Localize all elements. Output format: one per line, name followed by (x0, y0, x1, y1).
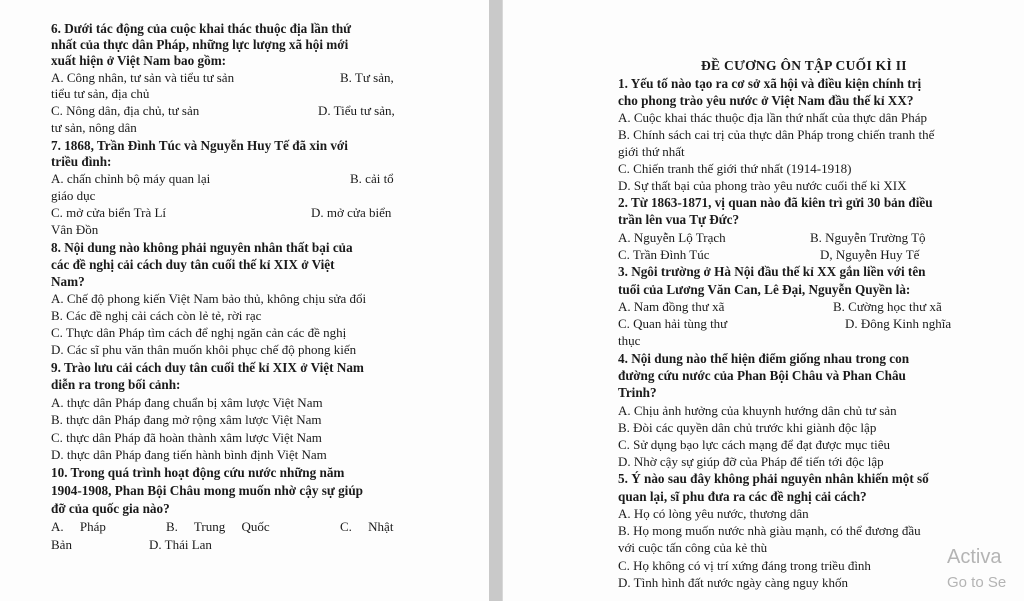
q4-question-line-1: 4. Nội dung nào thể hiện điểm giống nhau trong con (618, 351, 910, 366)
q10-question-line-1: 10. Trong quá trình hoạt động cứu nước những năm (51, 465, 345, 480)
q5-question-line-1: 5. Ý nào sau đây không phải nguyên nhân khiến một số (618, 471, 929, 486)
q10-question-line-3: đỡ của quốc gia nào? (51, 501, 170, 516)
q8-option-c: C. Thực dân Pháp tìm cách để nghị ngăn cản các đề nghị (51, 325, 347, 340)
q2-option-d: D, Nguyễn Huy Tế (820, 247, 920, 262)
q6-option-b-cont: tiểu tư sản, địa chủ (51, 86, 150, 101)
q7-question-line-1: 7. 1868, Trần Đình Túc và Nguyễn Huy Tế đã xin với (51, 138, 348, 153)
q9-question-line-2: diễn ra trong bối cảnh: (51, 377, 181, 392)
q4-option-c: C. Sử dụng bạo lực cách mạng để đạt được mục tiêu (618, 437, 891, 452)
document-page-left (0, 0, 489, 601)
q10-question-line-2: 1904-1908, Phan Bội Châu mong muốn nhờ cậy sự giúp (51, 483, 364, 498)
q8-option-d: D. Các sĩ phu văn thân muốn khôi phục chế độ phong kiến (51, 342, 357, 357)
q5-option-b-cont: với cuộc tấn công của kẻ thù (618, 540, 768, 555)
q7-option-c: C. mở cửa biển Trà Lí (51, 205, 167, 220)
q9-option-d: D. thực dân Pháp đang tiến hành bình định Việt Nam (51, 447, 327, 462)
q8-question-line-3: Nam? (51, 274, 85, 289)
q4-option-a: A. Chịu ảnh hưởng của khuynh hướng dân chủ tư sản (618, 403, 897, 418)
q1-question-line-1: 1. Yếu tố nào tạo ra cơ sở xã hội và điều kiện chính trị (618, 76, 922, 91)
q7-option-d-cont: Vân Đồn (51, 222, 99, 237)
q1-option-a: A. Cuộc khai thác thuộc địa lần thứ nhất của thực dân Pháp (618, 110, 928, 125)
q5-option-d: D. Tình hình đất nước ngày càng nguy khốn (618, 575, 848, 590)
q8-question-line-1: 8. Nội dung nào không phải nguyên nhân thất bại của (51, 240, 353, 255)
q8-option-b: B. Các đề nghị cải cách còn lẻ tẻ, rời rạc (51, 308, 262, 323)
q9-question-line-1: 9. Trào lưu cải cách duy tân cuối thế kỉ XIX ở Việt Nam (51, 360, 364, 375)
q6-option-d-cont: tư sản, nông dân (51, 120, 137, 135)
activation-watermark-title: Activa (947, 546, 1002, 568)
q6-option-a: A. Công nhân, tư sản và tiểu tư sản (51, 70, 235, 85)
q1-question-line-2: cho phong trào yêu nước ở Việt Nam đầu thế kỉ XX? (618, 93, 914, 108)
q6-question-line-3: xuất hiện ở Việt Nam bao gồm: (51, 53, 227, 68)
q1-option-b: B. Chính sách cai trị của thực dân Pháp trong chiến tranh thế (618, 127, 935, 142)
q3-option-b: B. Cường học thư xã (833, 299, 942, 314)
q6-option-b: B. Tư sản, (340, 70, 394, 85)
q5-question-line-2: quan lại, sĩ phu đưa ra các đề nghị cải cách? (618, 489, 867, 504)
q9-option-c: C. thực dân Pháp đã hoàn thành xâm lược Việt Nam (51, 430, 322, 445)
q3-option-d: D. Đông Kinh nghĩa (845, 316, 952, 331)
q3-option-c: C. Quan hải tùng thư (618, 316, 728, 331)
q9-option-b: B. thực dân Pháp đang mở rộng xâm lược Việt Nam (51, 412, 322, 427)
q9-option-a: A. thực dân Pháp đang chuẩn bị xâm lược Việt Nam (51, 395, 323, 410)
q7-option-b: B. cải tổ (350, 171, 394, 186)
q8-question-line-2: các đề nghị cải cách duy tân cuối thế kỉ XIX ở Việt (51, 257, 335, 272)
q3-option-a: A. Nam đồng thư xã (618, 299, 725, 314)
q1-option-d: D. Sự thất bại của phong trào yêu nước cuối thế kỉ XIX (618, 178, 907, 193)
q10-option-d: D. Thái Lan (149, 537, 212, 552)
document-page-right (503, 0, 1024, 601)
q7-option-b-cont: giáo dục (51, 188, 96, 203)
q10-option-a: A. Pháp (51, 519, 106, 534)
q4-option-b: B. Đòi các quyền dân chủ trước khi giành độc lập (618, 420, 877, 435)
q4-question-line-2: đường cứu nước của Phan Bội Châu và Phan Châu (618, 368, 906, 383)
q7-question-line-2: triều đình: (51, 154, 112, 169)
q3-question-line-1: 3. Ngôi trường ở Hà Nội đầu thế kỉ XX gắn liền với tên (618, 264, 926, 279)
q6-question-line-2: nhất của thực dân Pháp, những lực lượng xã hội mới (51, 37, 349, 52)
q10-option-c: C. Nhật (340, 519, 394, 534)
q4-question-line-3: Trinh? (618, 385, 657, 400)
activation-watermark-subtitle: Go to Se (947, 574, 1007, 591)
q2-option-a: A. Nguyễn Lộ Trạch (618, 230, 726, 245)
q10-option-b: B. Trung Quốc (166, 519, 270, 534)
q6-option-c: C. Nông dân, địa chủ, tư sản (51, 103, 200, 118)
q8-option-a: A. Chế độ phong kiến Việt Nam bảo thủ, không chịu sửa đổi (51, 291, 367, 306)
q1-option-c: C. Chiến tranh thế giới thứ nhất (1914-1918) (618, 161, 852, 176)
q6-question-line-1: 6. Dưới tác động của cuộc khai thác thuộc địa lần thứ (51, 21, 352, 36)
q5-option-c: C. Họ không có vị trí xứng đáng trong triều đình (618, 558, 871, 573)
page-gutter (489, 0, 503, 601)
q7-option-d: D. mở cửa biển (311, 205, 392, 220)
q10-option-c-cont: Bản (51, 537, 72, 552)
q3-question-line-2: tuổi của Lương Văn Can, Lê Đại, Nguyễn Quyền là: (618, 282, 911, 297)
q5-option-b: B. Họ mong muốn nước nhà giàu mạnh, có thể đương đầu (618, 523, 921, 538)
q2-option-b: B. Nguyễn Trường Tộ (810, 230, 926, 245)
q1-option-b-cont: giới thứ nhất (618, 144, 685, 159)
q2-question-line-1: 2. Từ 1863-1871, vị quan nào đã kiên trì gửi 30 bản điều (618, 195, 933, 210)
q4-option-d: D. Nhờ cậy sự giúp đỡ của Pháp để tiến tới độc lập (618, 454, 884, 469)
q5-option-a: A. Họ có lòng yêu nước, thương dân (618, 506, 809, 521)
q2-question-line-2: trần lên vua Tự Đức? (618, 212, 740, 227)
q7-option-a: A. chấn chỉnh bộ máy quan lại (51, 171, 211, 186)
document-title: ĐỀ CƯƠNG ÔN TẬP CUỐI KÌ II (701, 58, 907, 73)
q6-option-d: D. Tiểu tư sản, (318, 103, 395, 118)
q3-option-d-cont: thục (618, 333, 641, 348)
q2-option-c: C. Trần Đình Túc (618, 247, 710, 262)
